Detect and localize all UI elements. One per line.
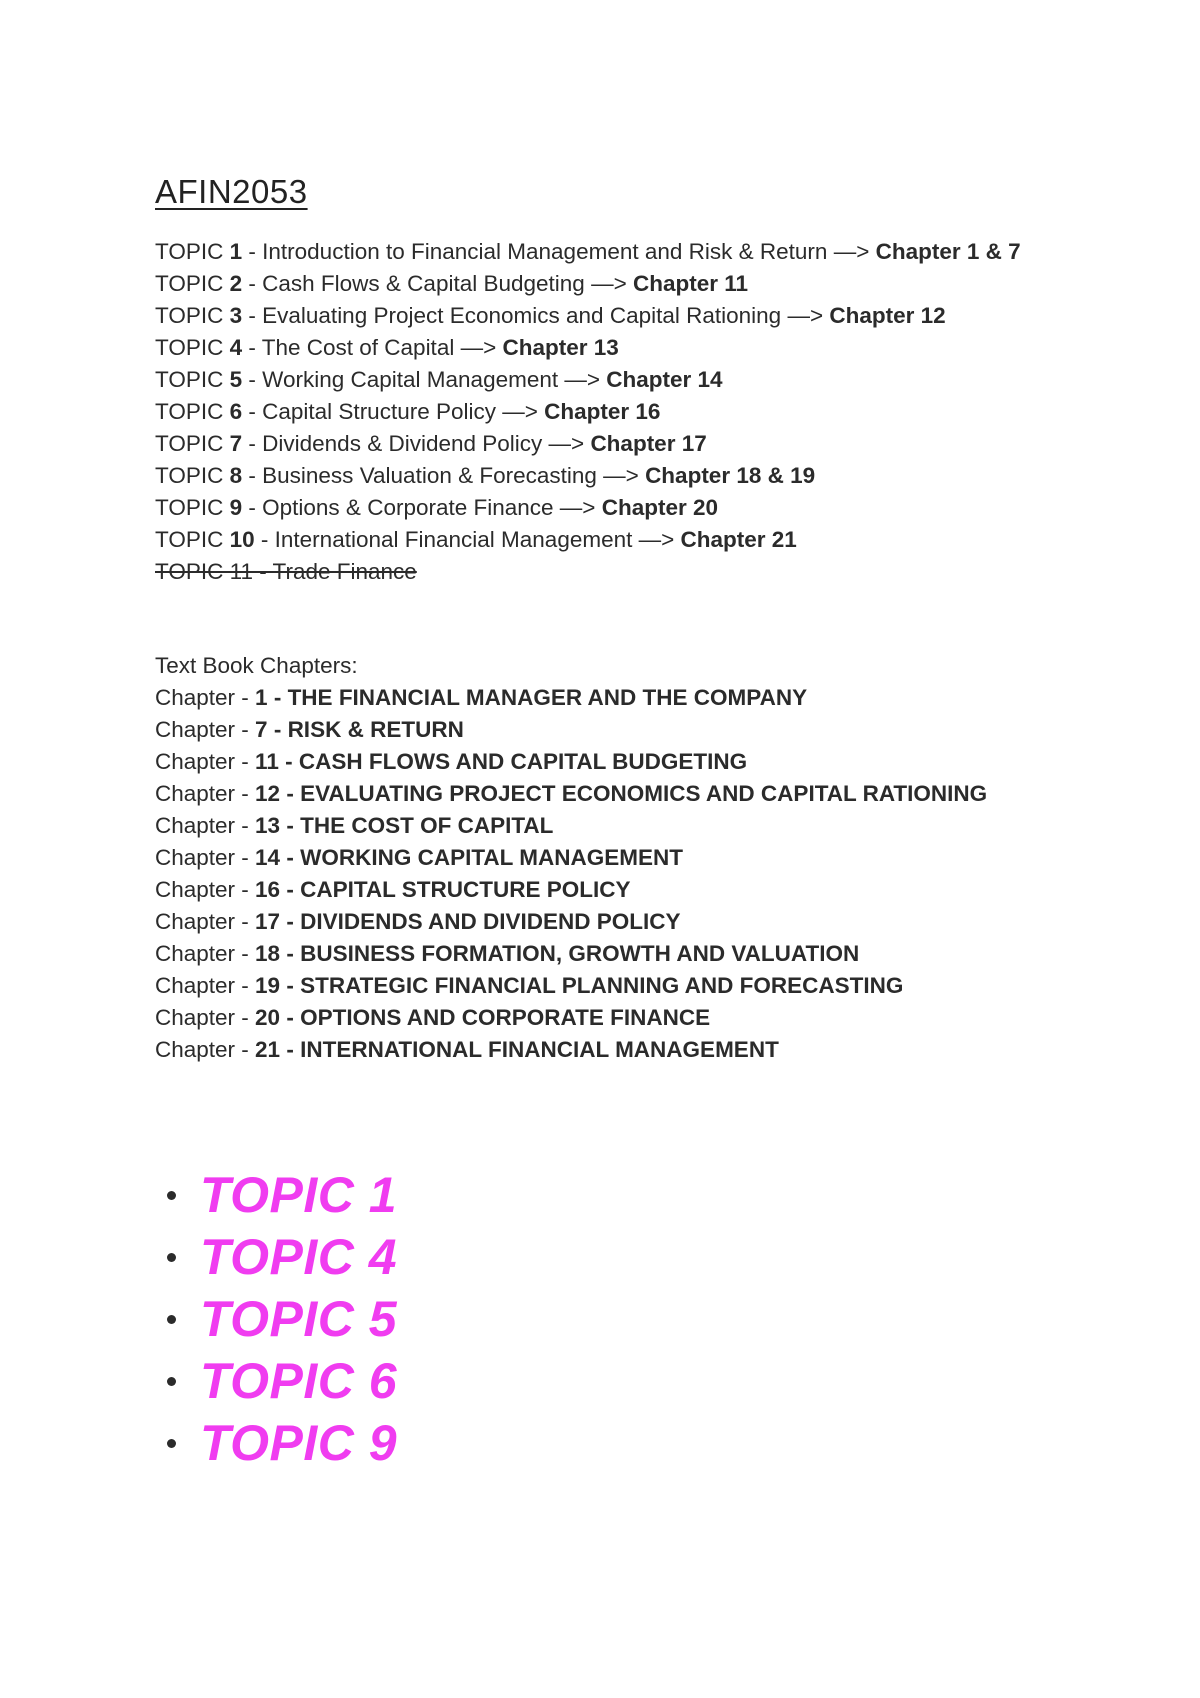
bullet-icon <box>167 1439 176 1448</box>
topic-chapter: Chapter 13 <box>502 335 619 360</box>
chapter-title: CAPITAL STRUCTURE POLICY <box>300 877 631 902</box>
chapter-title: WORKING CAPITAL MANAGEMENT <box>300 845 683 870</box>
priority-topic-text: TOPIC 5 <box>200 1291 398 1347</box>
topic-description: Capital Structure Policy <box>262 399 496 424</box>
topic-description: The Cost of Capital <box>261 335 455 360</box>
chapter-line: Chapter - 14 - WORKING CAPITAL MANAGEMENT <box>155 845 683 870</box>
topic-line: TOPIC 2 - Cash Flows & Capital Budgeting —> Chapter 11 <box>155 271 749 296</box>
topic-chapter: Chapter 12 <box>829 303 946 328</box>
topic-description: Working Capital Management <box>262 367 559 392</box>
topic-line: TOPIC 4 - The Cost of Capital —> Chapter 13 <box>155 335 619 360</box>
chapter-number: 1 <box>255 685 268 710</box>
priority-topic-text: TOPIC 4 <box>200 1229 398 1285</box>
chapter-title: OPTIONS AND CORPORATE FINANCE <box>300 1005 711 1030</box>
chapter-prefix: Chapter - <box>155 717 256 742</box>
bullet-icon <box>167 1253 176 1262</box>
chapter-title: CASH FLOWS AND CAPITAL BUDGETING <box>298 749 748 774</box>
priority-topic-item <box>167 1288 1075 1350</box>
topic-number: 1 <box>229 239 243 264</box>
chapter-number: 7 <box>255 717 268 742</box>
chapter-prefix: Chapter - <box>155 1005 256 1030</box>
topic-number: 6 <box>229 399 243 424</box>
chapter-number: 12 <box>255 781 281 806</box>
topic-label: TOPIC <box>155 431 224 456</box>
chapter-title: RISK & RETURN <box>287 717 464 742</box>
struck-topic-line: TOPIC 11 - Trade Finance <box>155 559 417 584</box>
chapter-line: Chapter - 1 - THE FINANCIAL MANAGER AND THE COMPANY <box>155 685 808 710</box>
topic-label: TOPIC <box>155 303 224 328</box>
priority-topic-item <box>167 1412 1075 1474</box>
chapter-prefix: Chapter - <box>155 1037 256 1062</box>
chapter-number: 14 <box>255 845 281 870</box>
topic-chapter: Chapter 18 & 19 <box>645 463 816 488</box>
topic-line: TOPIC 5 - Working Capital Management —> Chapter 14 <box>155 367 723 392</box>
topic-chapter: Chapter 11 <box>632 271 749 296</box>
topic-list <box>155 236 1075 1066</box>
priority-topic-item <box>167 1350 1075 1412</box>
topic-label: TOPIC <box>155 367 224 392</box>
bullet-icon <box>167 1315 176 1324</box>
chapter-prefix: Chapter - <box>155 877 256 902</box>
topic-description: Cash Flows & Capital Budgeting <box>262 271 585 296</box>
topic-description: International Financial Management <box>274 527 633 552</box>
topic-chapter: Chapter 20 <box>601 495 718 520</box>
chapter-prefix: Chapter - <box>155 909 256 934</box>
topic-label: TOPIC <box>155 399 224 424</box>
chapter-prefix: Chapter - <box>155 813 256 838</box>
topic-line: TOPIC 10 - International Financial Management —> Chapter 21 <box>155 527 797 552</box>
chapter-title: THE FINANCIAL MANAGER AND THE COMPANY <box>287 685 808 710</box>
topic-line: TOPIC 7 - Dividends & Dividend Policy —> Chapter 17 <box>155 431 707 456</box>
topic-number: 3 <box>229 303 243 328</box>
topic-number: 7 <box>229 431 243 456</box>
document-body <box>155 170 1075 1474</box>
priority-topic-item <box>167 1226 1075 1288</box>
bullet-icon <box>167 1377 176 1386</box>
priority-topic-text: TOPIC 9 <box>200 1415 398 1471</box>
chapter-title: EVALUATING PROJECT ECONOMICS AND CAPITAL RATIONING <box>300 781 988 806</box>
chapter-title: THE COST OF CAPITAL <box>300 813 554 838</box>
topic-description: Dividends & Dividend Policy <box>262 431 543 456</box>
chapter-line: Chapter - 18 - BUSINESS FORMATION, GROWTH AND VALUATION <box>155 941 860 966</box>
chapter-prefix: Chapter - <box>155 973 256 998</box>
topic-line: TOPIC 9 - Options & Corporate Finance —> Chapter 20 <box>155 495 718 520</box>
chapter-line: Chapter - 21 - INTERNATIONAL FINANCIAL MANAGEMENT <box>155 1037 779 1062</box>
topic-line: TOPIC 6 - Capital Structure Policy —> Chapter 16 <box>155 399 661 424</box>
topic-number: 5 <box>229 367 243 392</box>
topic-description: Evaluating Project Economics and Capital Rationing <box>262 303 788 328</box>
topic-description: Introduction to Financial Management and Risk & Return <box>262 239 828 264</box>
textbook-heading: Text Book Chapters: <box>155 653 358 678</box>
topic-label: TOPIC <box>155 335 224 360</box>
topic-number: 4 <box>229 335 243 360</box>
page-title: AFIN2053 <box>155 173 308 210</box>
chapter-number: 16 <box>255 877 281 902</box>
chapter-line: Chapter - 16 - CAPITAL STRUCTURE POLICY <box>155 877 631 902</box>
chapter-prefix: Chapter - <box>155 749 256 774</box>
topic-line: TOPIC 1 - Introduction to Financial Management and Risk & Return —> Chapter 1 & 7 <box>155 239 1021 264</box>
topic-label: TOPIC <box>155 271 224 296</box>
chapter-number: 19 <box>255 973 281 998</box>
chapter-line: Chapter - 12 - EVALUATING PROJECT ECONOMICS AND CAPITAL RATIONING <box>155 781 988 806</box>
priority-topic-item <box>167 1164 1075 1226</box>
priority-topic-list <box>155 1164 1075 1474</box>
chapter-prefix: Chapter - <box>155 941 256 966</box>
chapter-line: Chapter - 7 - RISK & RETURN <box>155 717 464 742</box>
chapter-title: INTERNATIONAL FINANCIAL MANAGEMENT <box>300 1037 779 1062</box>
topic-line: TOPIC 8 - Business Valuation & Forecasting —> Chapter 18 & 19 <box>155 463 816 488</box>
topic-chapter: Chapter 14 <box>606 367 723 392</box>
topic-number: 10 <box>229 527 255 552</box>
chapter-line: Chapter - 19 - STRATEGIC FINANCIAL PLANNING AND FORECASTING <box>155 973 904 998</box>
chapter-number: 11 <box>255 749 279 774</box>
chapter-prefix: Chapter - <box>155 781 256 806</box>
section-spacer <box>155 588 1075 650</box>
chapter-number: 18 <box>255 941 281 966</box>
chapter-line: Chapter - 13 - THE COST OF CAPITAL <box>155 813 554 838</box>
bullet-icon <box>167 1191 176 1200</box>
topic-label: TOPIC <box>155 527 224 552</box>
chapter-line: Chapter - 17 - DIVIDENDS AND DIVIDEND POLICY <box>155 909 681 934</box>
topic-label: TOPIC <box>155 463 224 488</box>
topic-line: TOPIC 3 - Evaluating Project Economics and Capital Rationing —> Chapter 12 <box>155 303 946 328</box>
topic-chapter: Chapter 17 <box>590 431 707 456</box>
topic-chapter: Chapter 21 <box>680 527 797 552</box>
chapter-title: DIVIDENDS AND DIVIDEND POLICY <box>300 909 681 934</box>
chapter-line: Chapter - 20 - OPTIONS AND CORPORATE FINANCE <box>155 1005 711 1030</box>
priority-topic-text: TOPIC 6 <box>200 1353 398 1409</box>
chapter-number: 17 <box>255 909 281 934</box>
topic-chapter: Chapter 16 <box>544 399 661 424</box>
chapter-number: 13 <box>255 813 281 838</box>
chapter-prefix: Chapter - <box>155 845 256 870</box>
chapter-number: 21 <box>255 1037 281 1062</box>
chapter-number: 20 <box>255 1005 281 1030</box>
topic-description: Business Valuation & Forecasting <box>262 463 597 488</box>
chapter-prefix: Chapter - <box>155 685 256 710</box>
topic-chapter: Chapter 1 & 7 <box>875 239 1021 264</box>
topic-description: Options & Corporate Finance <box>262 495 554 520</box>
chapter-line: Chapter - 11 - CASH FLOWS AND CAPITAL BUDGETING <box>155 749 748 774</box>
topic-number: 2 <box>229 271 243 296</box>
topic-label: TOPIC <box>155 239 224 264</box>
topic-label: TOPIC <box>155 495 224 520</box>
chapter-title: BUSINESS FORMATION, GROWTH AND VALUATION <box>300 941 860 966</box>
topic-number: 9 <box>229 495 243 520</box>
chapter-title: STRATEGIC FINANCIAL PLANNING AND FORECASTING <box>300 973 904 998</box>
topic-number: 8 <box>229 463 243 488</box>
priority-topic-text: TOPIC 1 <box>200 1167 398 1223</box>
